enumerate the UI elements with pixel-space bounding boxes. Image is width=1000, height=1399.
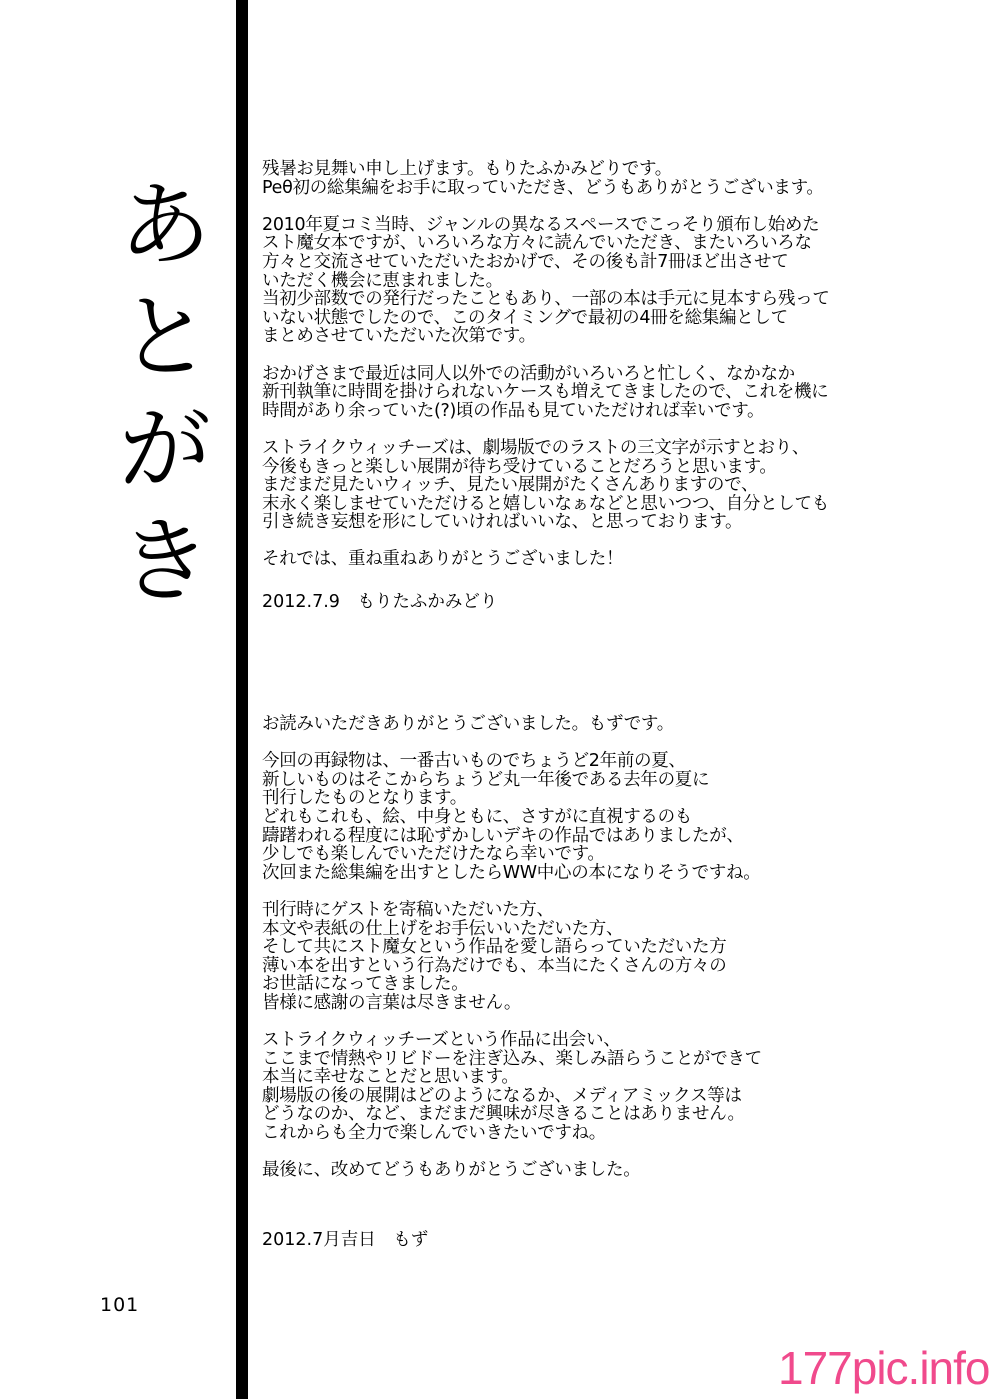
text-line: ここまで情熱やリビドーを注ぎ込み、楽しみ語らうことができて <box>262 1048 762 1069</box>
text-line: 最後に、改めてどうもありがとうございました。 <box>262 1160 641 1181</box>
afterword-section-1 <box>262 160 982 569</box>
paragraph-gap <box>262 1143 982 1162</box>
text-line: 躊躇われる程度には恥ずかしいデキの作品ではありましたが、 <box>262 825 744 846</box>
text-line: 少しでも楽しんでいただけたなら幸いです。 <box>262 844 605 865</box>
text-line: ストライクウィッチーズは、劇場版でのラストの三文字が示すとおり、 <box>262 437 810 458</box>
text-line: 次回また総集編を出すとしたらWW中心の本になりそうですね。 <box>262 862 761 883</box>
text-line: おかげさまで最近は同人以外での活動がいろいろと忙しく、なかなか <box>262 363 795 384</box>
text-line: ストライクウィッチーズという作品に出会い、 <box>262 1030 621 1051</box>
text-line: 2010年夏コミ当時、ジャンルの異なるスペースでこっそり頒布し始めた <box>262 214 820 235</box>
text-line: 刊行時にゲストを寄稿いただいた方、 <box>262 899 554 920</box>
text-line: 当初少部数での発行だったこともあり、一部の本は手元に見本すら残って <box>262 289 830 310</box>
paragraph-gap <box>262 882 982 901</box>
text-line: いただく機会に恵まれました。 <box>262 270 503 291</box>
text-line: 末永く楽しませていただけると嬉しいなぁなどと思いつつ、自分としても <box>262 493 829 514</box>
text-line: 劇場版の後の展開はどのようになるか、メディアミックス等は <box>262 1085 742 1106</box>
text-line: Peθ初の総集編をお手に取っていただき、どうもありがとうございます。 <box>262 177 824 198</box>
afterword-section-2 <box>262 715 982 1180</box>
text-line: 残暑お見舞い申し上げます。もりたふかみどりです。 <box>262 159 672 179</box>
text-line: どうなのか、など、まだまだ興味が尽きることはありません。 <box>262 1104 745 1125</box>
text-line: 引き続き妄想を形にしていければいいな、と思っております。 <box>262 512 743 533</box>
text-line: 方々と交流させていただいたおかげで、その後も計7冊ほど出させて <box>262 251 789 272</box>
paragraph-gap <box>262 197 982 216</box>
paragraph-gap <box>262 420 982 439</box>
paragraph-gap <box>262 1013 982 1032</box>
afterword-title <box>110 170 220 618</box>
title-char: が <box>118 396 211 503</box>
text-line: 新刊執筆に時間を掛けられないケースも増えてきましたので、これを機に <box>262 382 829 403</box>
text-line: 時間があり余っていた(?)頃の作品も見ていただければ幸いです。 <box>262 400 765 421</box>
text-line: 薄い本を出すという行為だけでも、本当にたくさんの方々の <box>262 955 727 976</box>
watermark-text: 177pic.info <box>778 1342 990 1394</box>
text-line: お世話になってきました。 <box>262 974 469 995</box>
text-line: 新しいものはそこからちょうど丸一年後である去年の夏に <box>262 769 710 790</box>
text-line: 刊行したものとなります。 <box>262 788 467 809</box>
text-line: まだまだ見たいウィッチ、見たい展開がたくさんありますので、 <box>262 475 759 496</box>
signature-2: 2012.7月吉日 もず <box>262 1230 429 1250</box>
text-line: これからも全力で楽しんでいきたいですね。 <box>262 1123 606 1144</box>
title-char: と <box>118 284 211 391</box>
page-number: 101 <box>100 1294 140 1316</box>
title-char: あ <box>118 172 211 279</box>
paragraph-gap <box>262 734 982 753</box>
text-line: 本当に幸せなことだと思います。 <box>262 1067 519 1088</box>
text-line: 今後もきっと楽しい展開が待ち受けていることだろうと思います。 <box>262 456 777 477</box>
title-char: き <box>118 508 211 615</box>
text-line: スト魔女本ですが、いろいろな方々に読んでいただき、またいろいろな <box>262 233 812 254</box>
text-line: そして共にスト魔女という作品を愛し語らっていただいた方 <box>262 937 727 958</box>
text-line: 本文や表紙の仕上げをお手伝いいただいた方、 <box>262 918 624 939</box>
paragraph-gap <box>262 346 982 365</box>
signature-1: 2012.7.9 もりたふかみどり <box>262 592 498 612</box>
text-line: 皆様に感謝の言葉は尽きません。 <box>262 992 522 1013</box>
page-spine-bar <box>236 0 248 1399</box>
text-line: 今回の再録物は、一番古いものでちょうど2年前の夏、 <box>262 751 686 772</box>
text-line: どれもこれも、絵、中身ともに、さすがに直視するのも <box>262 806 692 827</box>
text-line: お読みいただきありがとうございました。もずです。 <box>262 714 674 734</box>
text-line: いない状態でしたので、このタイミングで最初の4冊を総集編として <box>262 307 788 328</box>
text-line: それでは、重ね重ねありがとうございました！ <box>262 549 624 570</box>
text-line: まとめさせていただいた次第です。 <box>262 326 536 347</box>
paragraph-gap <box>262 532 982 551</box>
